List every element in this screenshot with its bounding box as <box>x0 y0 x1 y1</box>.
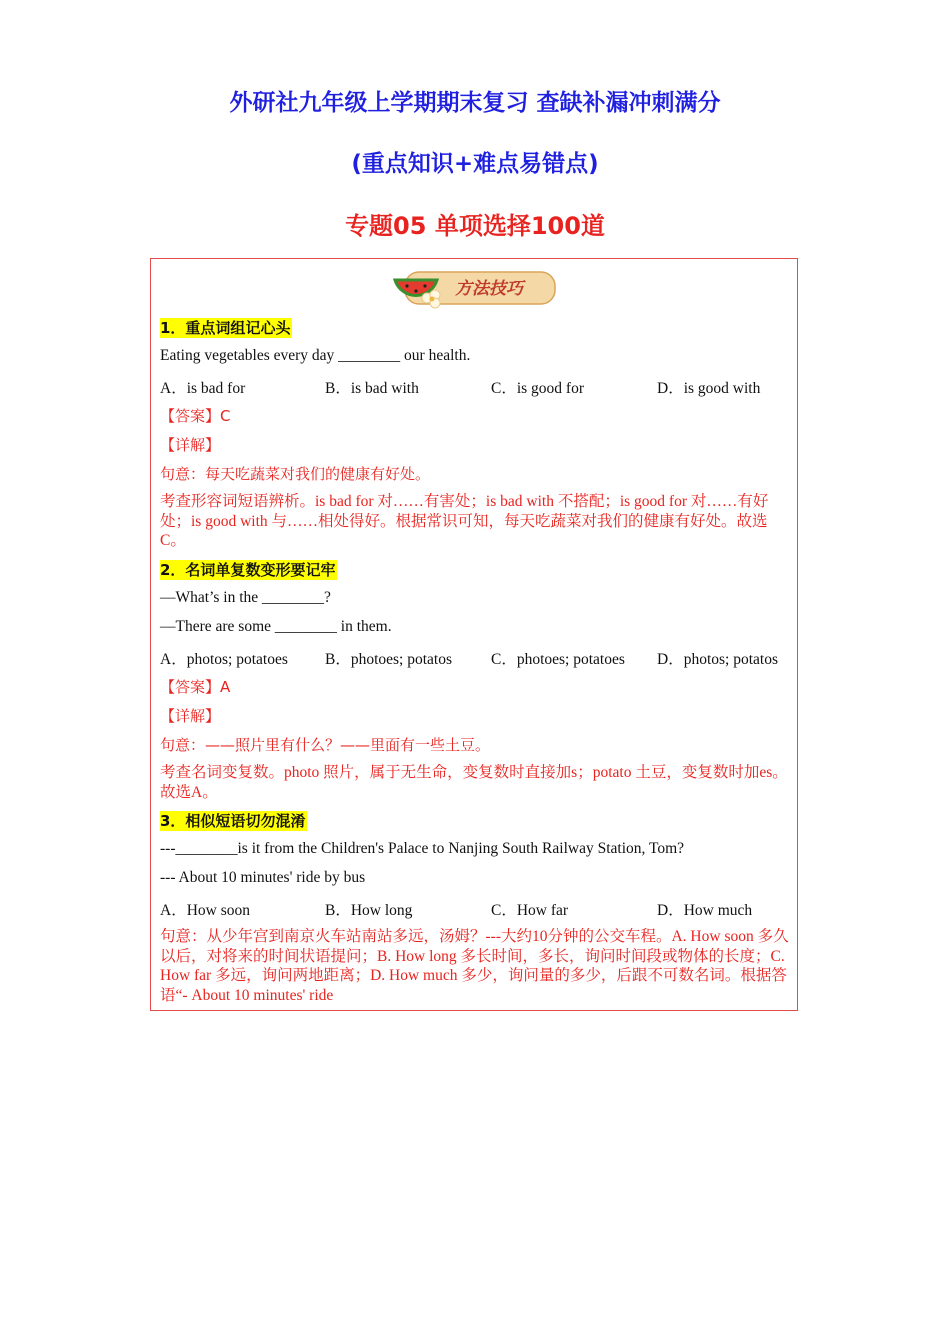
section-3-heading: 3．相似短语切勿混淆 <box>160 812 306 830</box>
option-c: C．is good for <box>491 380 585 397</box>
topic-title: 专题05 单项选择100道 <box>345 212 605 240</box>
tips-box <box>150 258 798 1011</box>
section-2-question-line-1: —What’s in the ________? <box>160 589 331 606</box>
sentence-meaning: 句意：——照片里有什么？——里面有一些土豆。 <box>160 736 491 754</box>
document-title: 外研社九年级上学期期末复习 查缺补漏冲刺满分 <box>229 90 721 116</box>
option-b: B．photoes; potatos <box>325 651 453 668</box>
analysis-text: 句意：从少年宫到南京火车站南站多远，汤姆？---大约10分钟的公交车程。A. How soon 多久以后，对将来的时间状语提问；B. How long 多长时间，多长，询问时间段或物体的长度；C. How far 多远，询问两地距离；D. How much 多少，询问量的多少，后跟不可数名词。根据答语“- About 10 minutes' ride <box>160 928 789 1004</box>
section-2-heading: 2．名词单复数变形要记牢 <box>160 561 336 579</box>
section-3-question-line-1: ---________is it from the Children's Palace to Nanjing South Railway Station, Tom? <box>160 840 685 857</box>
explain-label: 【详解】 <box>160 436 221 454</box>
option-d: D．is good with <box>657 380 761 397</box>
analysis-text: 考查名词变复数。photo 照片，属于无生命，变复数时直接加s；potato 土豆，变复数时加es。故选A。 <box>160 764 788 801</box>
section-2-question-line-2: —There are some ________ in them. <box>160 618 392 635</box>
option-a: A．How soon <box>160 902 250 919</box>
option-b: B．How long <box>325 902 413 919</box>
answer-label: 【答案】A <box>160 678 231 696</box>
option-d: D．photos; potatos <box>657 651 778 668</box>
section-1-question: Eating vegetables every day ________ our health. <box>160 347 471 364</box>
method-tips-badge <box>391 262 561 312</box>
badge-label: 方法技巧 <box>455 279 523 299</box>
section-3-question-line-2: --- About 10 minutes' ride by bus <box>160 869 366 886</box>
option-c: C．How far <box>491 902 569 919</box>
analysis-text: 考查形容词短语辨析。is bad for 对……有害处；is bad with 不搭配；is good for 对……有好处；is good with 与……相处得好。根据常识可知，每天吃蔬菜对我们的健康有好处。故选C。 <box>160 493 769 549</box>
option-a: A．is bad for <box>160 380 246 397</box>
option-b: B．is bad with <box>325 380 419 397</box>
section-1-heading: 1．重点词组记心头 <box>160 319 291 337</box>
document-subtitle: (重点知识+难点易错点) <box>351 151 599 177</box>
answer-label: 【答案】C <box>160 407 231 425</box>
explain-label: 【详解】 <box>160 707 221 725</box>
option-d: D．How much <box>657 902 753 919</box>
option-a: A．photos; potatoes <box>160 651 288 668</box>
sentence-meaning: 句意：每天吃蔬菜对我们的健康有好处。 <box>160 465 431 483</box>
option-c: C．photoes; potatoes <box>491 651 625 668</box>
